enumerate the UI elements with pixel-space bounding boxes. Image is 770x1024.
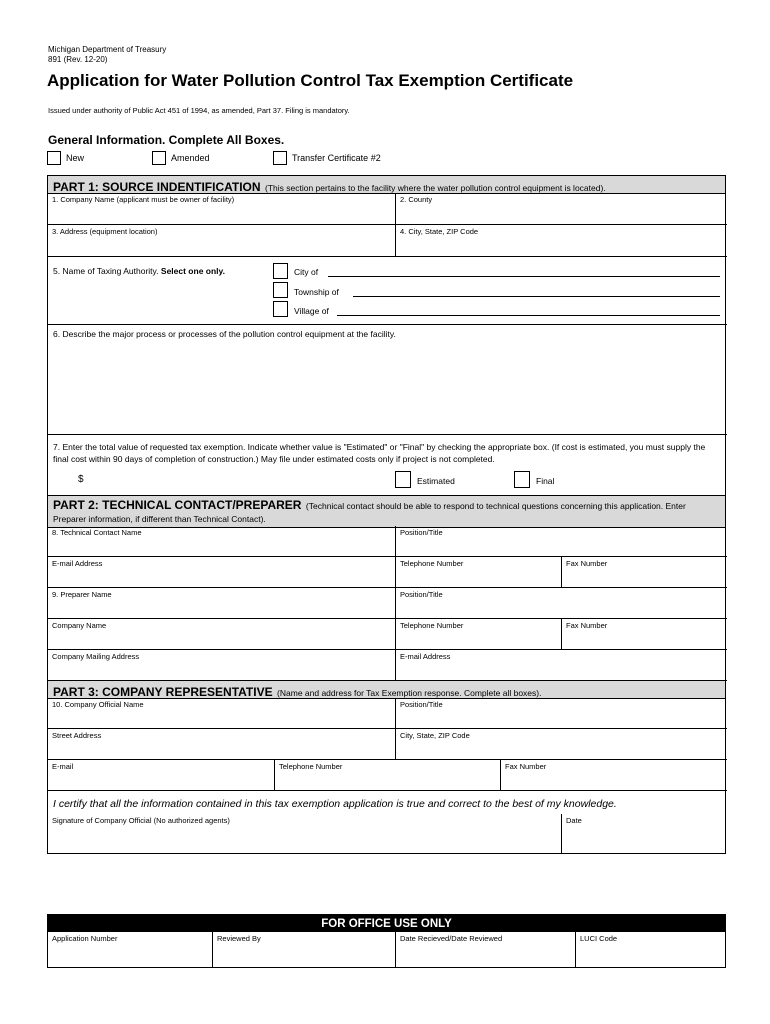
- signature-date-field[interactable]: [562, 814, 727, 853]
- new-checkbox[interactable]: [47, 151, 61, 165]
- taxing-authority-section: [48, 257, 727, 325]
- agency-header: [48, 45, 166, 65]
- official-email-field[interactable]: [48, 760, 275, 791]
- company-mailing-address-field[interactable]: [48, 650, 396, 681]
- certification-statement: I certify that all the information contained in this tax exemption application is true and correct to the best of my knowledge.: [53, 798, 617, 810]
- estimated-label: Estimated: [417, 476, 455, 486]
- new-label: New: [66, 153, 85, 163]
- city-of-line[interactable]: [328, 276, 720, 277]
- preparer-phone-field[interactable]: [396, 619, 562, 650]
- county-label: 2. County: [400, 195, 433, 204]
- office-use-box: [47, 914, 726, 968]
- village-checkbox[interactable]: [273, 301, 288, 317]
- technical-position-field[interactable]: [396, 526, 727, 557]
- city-of-label: City of: [294, 267, 319, 277]
- official-email-label: E-mail: [52, 762, 74, 771]
- official-position-label: Position/Title: [400, 700, 443, 709]
- preparer-email-field[interactable]: [396, 650, 727, 681]
- agency-name: Michigan Department of Treasury: [48, 45, 167, 54]
- preparer-name-field[interactable]: [48, 588, 396, 619]
- issued-authority: Issued under authority of Public Act 451 of 1994, as amended, Part 37. Filing is mandatory.: [48, 106, 350, 115]
- city-state-zip-label: 4. City, State, ZIP Code: [400, 227, 479, 236]
- dollar-sign: $: [78, 474, 84, 485]
- township-checkbox[interactable]: [273, 282, 288, 298]
- reviewed-by-field[interactable]: [213, 932, 396, 968]
- part2-header: [48, 495, 725, 528]
- final-label: Final: [536, 476, 555, 486]
- official-city-state-zip-label: City, State, ZIP Code: [400, 731, 470, 740]
- company-mailing-address-label: Company Mailing Address: [52, 652, 140, 661]
- amended-label: Amended: [171, 153, 210, 163]
- process-description-label: 6. Describe the major process or processes of the pollution control equipment at the facility.: [53, 329, 396, 339]
- certification-row: [48, 791, 727, 814]
- company-name-field[interactable]: [48, 193, 396, 225]
- exemption-value-section: [48, 435, 727, 495]
- general-info-heading: General Information. Complete All Boxes.: [48, 133, 285, 147]
- signature-field[interactable]: [48, 814, 562, 853]
- preparer-company-field[interactable]: [48, 619, 396, 650]
- street-address-field[interactable]: [48, 729, 396, 760]
- office-use-title: FOR OFFICE USE ONLY: [48, 915, 725, 932]
- village-of-label: Village of: [294, 306, 329, 316]
- signature-date-label: Date: [566, 816, 582, 825]
- reviewed-by-label: Reviewed By: [217, 934, 261, 943]
- address-label: 3. Address (equipment location): [52, 227, 158, 236]
- official-position-field[interactable]: [396, 698, 727, 729]
- transfer-certificate-label: Transfer Certificate #2: [292, 153, 381, 163]
- preparer-phone-label: Telephone Number: [400, 621, 464, 630]
- part3-title: PART 3: COMPANY REPRESENTATIVE: [53, 685, 273, 699]
- official-city-state-zip-field[interactable]: [396, 729, 727, 760]
- part1-note: (This section pertains to the facility where the water pollution control equipment is located).: [265, 183, 606, 193]
- signature-label: Signature of Company Official (No authorized agents): [52, 816, 230, 825]
- exemption-value-instructions: 7. Enter the total value of requested tax exemption. Indicate whether value is "Estimated" or "Final" by checking the appropriate box. (If cost is estimated, you must supply the final cost within 90 days of completion of construction.) May file under estimated costs only if project is not completed.: [53, 442, 706, 464]
- street-address-label: Street Address: [52, 731, 102, 740]
- preparer-company-label: Company Name: [52, 621, 107, 630]
- taxing-authority-label: 5. Name of Taxing Authority.: [53, 266, 159, 276]
- part2-title: PART 2: TECHNICAL CONTACT/PREPARER: [53, 498, 302, 512]
- part2-note: (Technical contact should be able to respond to technical questions concerning this application. Enter Preparer information, if different than Technical Contact).: [53, 501, 686, 524]
- company-official-name-field[interactable]: [48, 698, 396, 729]
- luci-code-field[interactable]: [576, 932, 727, 968]
- transfer-certificate-checkbox[interactable]: [273, 151, 287, 165]
- technical-phone-field[interactable]: [396, 557, 562, 588]
- application-number-label: Application Number: [52, 934, 118, 943]
- technical-phone-label: Telephone Number: [400, 559, 464, 568]
- official-phone-field[interactable]: [275, 760, 501, 791]
- process-description-field[interactable]: [48, 325, 727, 435]
- township-of-line[interactable]: [353, 296, 720, 297]
- part3-note: (Name and address for Tax Exemption response. Complete all boxes).: [277, 688, 542, 698]
- official-fax-label: Fax Number: [505, 762, 547, 771]
- amended-checkbox[interactable]: [152, 151, 166, 165]
- application-form: [47, 175, 726, 854]
- technical-fax-field[interactable]: [562, 557, 727, 588]
- form-revision: 891 (Rev. 12-20): [48, 55, 108, 64]
- township-of-label: Township of: [294, 287, 339, 297]
- preparer-position-label: Position/Title: [400, 590, 443, 599]
- village-of-line[interactable]: [337, 315, 720, 316]
- official-fax-field[interactable]: [501, 760, 727, 791]
- final-checkbox[interactable]: [514, 471, 530, 488]
- company-official-name-label: 10. Company Official Name: [52, 700, 144, 709]
- application-number-field[interactable]: [48, 932, 213, 968]
- technical-position-label: Position/Title: [400, 528, 443, 537]
- page-title: Application for Water Pollution Control Tax Exemption Certificate: [47, 71, 574, 90]
- preparer-position-field[interactable]: [396, 588, 727, 619]
- county-field[interactable]: [396, 193, 727, 225]
- company-name-label: 1. Company Name (applicant must be owner of facility): [52, 195, 235, 204]
- technical-email-field[interactable]: [48, 557, 396, 588]
- part1-title: PART 1: SOURCE INDENTIFICATION: [53, 180, 261, 194]
- luci-code-label: LUCI Code: [580, 934, 618, 943]
- city-state-zip-field[interactable]: [396, 225, 727, 257]
- technical-fax-label: Fax Number: [566, 559, 608, 568]
- taxing-authority-select-note: Select one only.: [160, 266, 225, 276]
- date-received-label: Date Recieved/Date Reviewed: [400, 934, 503, 943]
- preparer-name-label: 9. Preparer Name: [52, 590, 112, 599]
- technical-contact-name-field[interactable]: [48, 526, 396, 557]
- address-field[interactable]: [48, 225, 396, 257]
- technical-contact-name-label: 8. Technical Contact Name: [52, 528, 142, 537]
- preparer-fax-field[interactable]: [562, 619, 727, 650]
- preparer-email-label: E-mail Address: [400, 652, 451, 661]
- technical-email-label: E-mail Address: [52, 559, 103, 568]
- part3-header: [48, 681, 725, 699]
- estimated-checkbox[interactable]: [395, 471, 411, 488]
- preparer-fax-label: Fax Number: [566, 621, 608, 630]
- part1-header: [48, 176, 725, 194]
- official-phone-label: Telephone Number: [279, 762, 343, 771]
- date-received-field[interactable]: [396, 932, 576, 968]
- city-checkbox[interactable]: [273, 263, 288, 279]
